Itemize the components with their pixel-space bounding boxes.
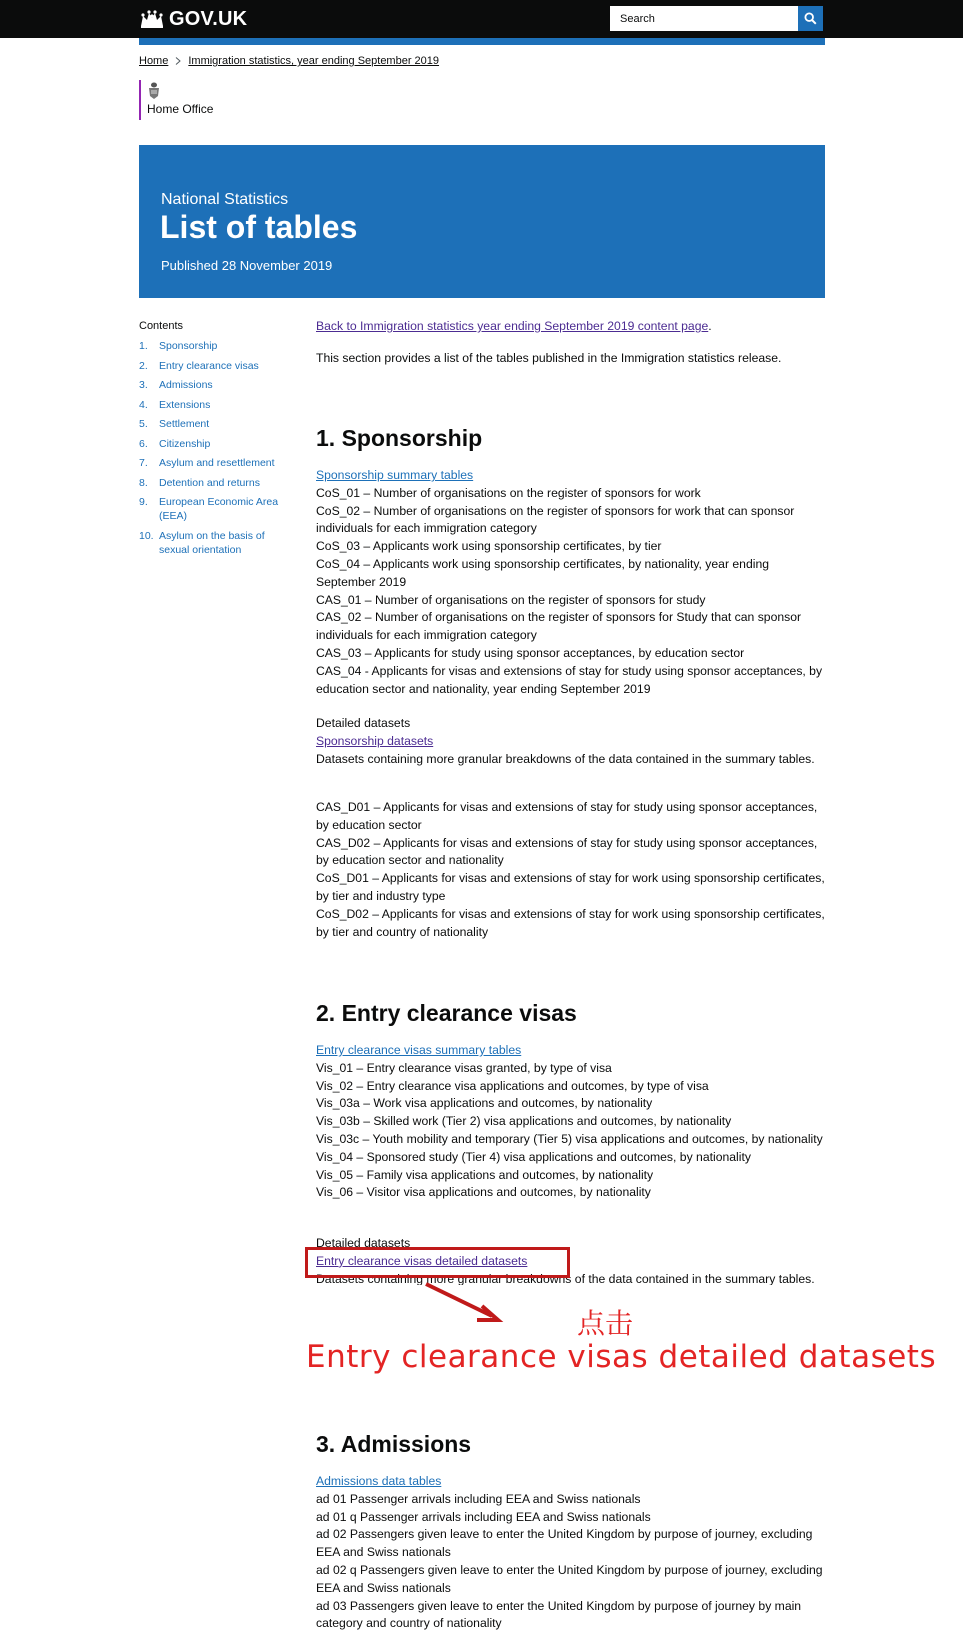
contents-item-number: 8. bbox=[139, 476, 148, 489]
detailed-heading: Detailed datasets bbox=[316, 1236, 411, 1250]
back-link-paragraph bbox=[316, 318, 826, 336]
royal-crest-icon bbox=[147, 82, 161, 100]
list-item: CAS_04 - Applicants for visas and extensions of stay for study using sponsor acceptances, by education sector and nationality, year ending September 2019 bbox=[316, 663, 823, 696]
logo-text: GOV.UK bbox=[169, 7, 248, 30]
detailed-description: Datasets containing more granular breakdowns of the data contained in the summary tables. bbox=[316, 1271, 815, 1285]
list-item: CoS_D01 – Applicants for visas and extensions of stay for work using sponsorship certificates, by tier and industry type bbox=[316, 871, 825, 903]
contents-link-detention[interactable]: Detention and returns bbox=[159, 476, 260, 489]
contents-item-number: 9. bbox=[139, 496, 148, 508]
breadcrumb bbox=[139, 55, 439, 67]
contents-item-number: 1. bbox=[139, 340, 148, 352]
list-item: Vis_01 – Entry clearance visas granted, by type of visa bbox=[316, 1060, 612, 1075]
admissions-data-link[interactable]: Admissions data tables bbox=[316, 1474, 442, 1488]
govuk-logo-link[interactable] bbox=[139, 7, 247, 31]
list-item: CAS_D02 – Applicants for visas and extensions of stay for study using sponsor acceptances, by education sector and nationality bbox=[316, 835, 818, 868]
breadcrumb-home-link[interactable]: Home bbox=[139, 55, 169, 67]
banner-subtitle: National Statistics bbox=[161, 191, 289, 208]
list-item: ad 02 Passengers given leave to enter the United Kingdom by purpose of journey, excluding EEA and Swiss nationals bbox=[316, 1527, 813, 1560]
list-item: CoS_03 – Applicants work using sponsorship certificates, by tier bbox=[316, 539, 662, 554]
breadcrumb-parent-link[interactable]: Immigration statistics, year ending September 2019 bbox=[188, 55, 440, 67]
search-icon bbox=[804, 12, 817, 25]
contents-item-number: 6. bbox=[139, 437, 148, 450]
contents-item-sponsorship bbox=[139, 339, 289, 353]
contents-item-entry-clearance bbox=[139, 359, 289, 373]
contents-item-citizenship bbox=[139, 437, 289, 451]
list-item: Vis_03a – Work visa applications and outcomes, by nationality bbox=[316, 1096, 653, 1111]
list-item: Vis_03b – Skilled work (Tier 2) visa applications and outcomes, by nationality bbox=[316, 1114, 732, 1129]
list-item: ad 01 Passenger arrivals including EEA and Swiss nationals bbox=[316, 1491, 641, 1506]
list-item: CAS_03 – Applicants for study using sponsor acceptances, by education sector bbox=[316, 645, 745, 660]
contents-link-entry-clearance[interactable]: Entry clearance visas bbox=[159, 359, 259, 372]
back-to-content-link[interactable]: Back to Immigration statistics year ending September 2019 content page bbox=[316, 319, 709, 333]
organisation-logo[interactable] bbox=[139, 80, 213, 120]
contents-item-number: 10. bbox=[139, 529, 154, 542]
contents-link-asylum[interactable]: Asylum and resettlement bbox=[159, 457, 275, 469]
entry-clearance-detailed-datasets-link[interactable]: Entry clearance visas detailed datasets bbox=[316, 1253, 528, 1268]
contents-link-citizenship[interactable]: Citizenship bbox=[159, 437, 211, 450]
list-item: CoS_04 – Applicants work using sponsorship certificates, by nationality, year ending September 2019 bbox=[316, 556, 769, 589]
section-title-sponsorship: 1. Sponsorship bbox=[316, 425, 483, 451]
contents-item-number: 4. bbox=[139, 398, 148, 411]
contents-item-number: 7. bbox=[139, 457, 148, 469]
section-title-admissions: 3. Admissions bbox=[316, 1431, 472, 1457]
list-item: CoS_D02 – Applicants for visas and extensions of stay for work using sponsorship certificates, by tier and country of nationality bbox=[316, 906, 825, 939]
detailed-description: Datasets containing more granular breakdowns of the data contained in the summary tables. bbox=[316, 751, 815, 766]
contents-item-asylum-orientation bbox=[139, 529, 289, 557]
contents-item-number: 3. bbox=[139, 379, 148, 391]
contents-item-detention bbox=[139, 476, 289, 490]
contents-item-asylum bbox=[139, 456, 289, 470]
sponsorship-datasets-link[interactable]: Sponsorship datasets bbox=[316, 733, 434, 748]
list-item: Vis_02 – Entry clearance visa applications and outcomes, by type of visa bbox=[316, 1078, 709, 1093]
contents-item-number: 5. bbox=[139, 418, 148, 430]
contents-heading: Contents bbox=[139, 320, 184, 332]
list-item: ad 03 Passengers given leave to enter the United Kingdom by purpose of journey by main category and country of nationality bbox=[316, 1598, 802, 1631]
list-item: Vis_04 – Sponsored study (Tier 4) visa applications and outcomes, by nationality bbox=[316, 1149, 751, 1164]
title-banner bbox=[139, 145, 825, 298]
annotation-label-en: Entry clearance visas detailed datasets bbox=[306, 1339, 937, 1375]
page-title: List of tables bbox=[160, 209, 358, 245]
published-date: Published 28 November 2019 bbox=[161, 258, 333, 273]
contents-item-admissions bbox=[139, 378, 289, 392]
contents-link-admissions[interactable]: Admissions bbox=[159, 379, 213, 391]
list-item: CAS_D01 – Applicants for visas and extensions of stay for study using sponsor acceptances, by education sector bbox=[316, 800, 818, 832]
contents-link-eea[interactable]: European Economic Area (EEA) bbox=[159, 496, 279, 522]
list-item: Vis_06 – Visitor visa applications and outcomes, by nationality bbox=[316, 1185, 651, 1200]
search-form bbox=[610, 6, 823, 31]
list-item: CoS_01 – Number of organisations on the register of sponsors for work bbox=[316, 485, 701, 500]
section-title-entry-clearance: 2. Entry clearance visas bbox=[316, 1000, 577, 1026]
detailed-heading: Detailed datasets bbox=[316, 716, 411, 730]
sponsorship-detailed bbox=[316, 715, 826, 768]
list-item: CAS_02 – Number of organisations on the register of sponsors for Study that can sponsor individuals for each immigration category bbox=[316, 610, 802, 643]
sponsorship-summary bbox=[316, 467, 826, 698]
contents-link-asylum-orientation[interactable]: Asylum on the basis of sexual orientation bbox=[159, 529, 265, 556]
admissions-summary bbox=[316, 1473, 826, 1633]
intro-description: This section provides a list of the tables published in the Immigration statistics release. bbox=[316, 351, 782, 365]
list-item: CAS_01 – Number of organisations on the register of sponsors for study bbox=[316, 592, 706, 607]
list-item: ad 02 q Passengers given leave to enter the United Kingdom by purpose of journey, excluding EEA and Swiss nationals bbox=[316, 1562, 823, 1595]
list-item: Vis_03c – Youth mobility and temporary (Tier 5) visa applications and outcomes, by nationality bbox=[316, 1131, 823, 1146]
list-item: CoS_02 – Number of organisations on the register of sponsors for work that can sponsor individuals for each immigration category bbox=[316, 503, 795, 536]
sponsorship-summary-link[interactable]: Sponsorship summary tables bbox=[316, 468, 474, 482]
site-header bbox=[0, 0, 963, 38]
chevron-right-icon bbox=[175, 57, 181, 65]
search-input[interactable] bbox=[610, 6, 798, 31]
contents-link-extensions[interactable]: Extensions bbox=[159, 398, 211, 411]
search-button[interactable] bbox=[798, 6, 823, 31]
annotation-arrow-icon bbox=[420, 1280, 510, 1325]
crown-icon bbox=[139, 9, 165, 29]
contents-nav bbox=[139, 320, 289, 562]
annotation-highlight-box bbox=[305, 1247, 570, 1278]
contents-item-extensions bbox=[139, 398, 289, 412]
back-link-suffix: . bbox=[708, 319, 712, 333]
list-item: ad 01 q Passenger arrivals including EEA and Swiss nationals bbox=[316, 1509, 651, 1524]
organisation-name: Home Office bbox=[147, 102, 214, 116]
contents-link-sponsorship[interactable]: Sponsorship bbox=[159, 340, 218, 352]
contents-link-settlement[interactable]: Settlement bbox=[159, 418, 210, 430]
sponsorship-detailed-list bbox=[316, 799, 826, 941]
contents-item-eea bbox=[139, 495, 289, 523]
header-blue-bar bbox=[139, 38, 825, 45]
annotation-label-cn: 点击 bbox=[577, 1307, 634, 1340]
entry-clearance-summary-link[interactable]: Entry clearance visas summary tables bbox=[316, 1043, 522, 1057]
list-item: Vis_05 – Family visa applications and outcomes, by nationality bbox=[316, 1167, 654, 1182]
contents-item-settlement bbox=[139, 417, 289, 431]
contents-item-number: 2. bbox=[139, 359, 148, 372]
entry-clearance-summary bbox=[316, 1042, 826, 1202]
